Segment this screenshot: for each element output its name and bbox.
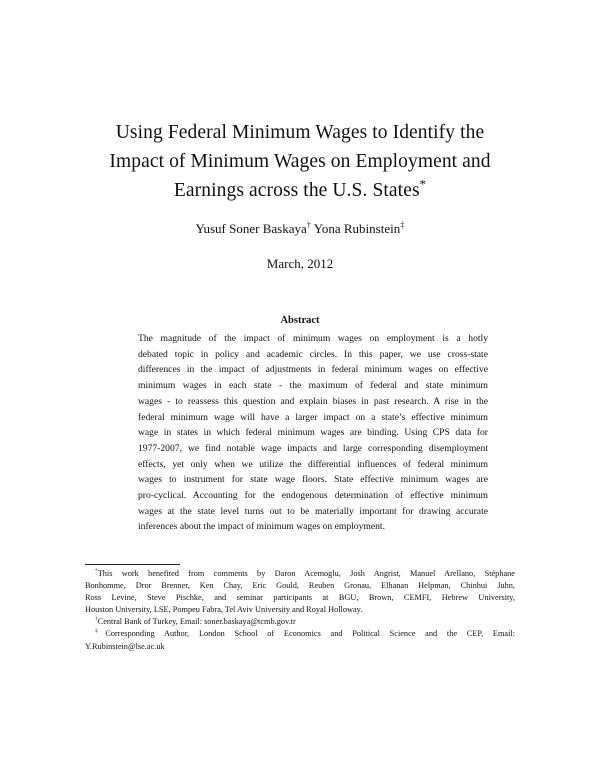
abstract-line: wages to instrument for state wage floors. State effective minimum wages are xyxy=(138,474,488,486)
abstract-line: effects, yet only when we utilize the differential influences of federal minimum xyxy=(138,458,488,470)
publication-date: March, 2012 xyxy=(266,256,334,271)
abstract-line: federal minimum wage will have a larger impact on a state’s effective minimum xyxy=(138,411,488,423)
footnote-divider xyxy=(85,564,180,565)
footnote-line: *This work benefited from comments by Daron Acemoglu, Josh Angrist, Manuel Arellano, Stéphane xyxy=(95,568,515,578)
abstract-line: wages at the state level turns out to be materially important for drawing accurate xyxy=(138,505,488,517)
title-line: Earnings across the U.S. States* xyxy=(173,177,427,201)
author-list xyxy=(60,221,540,237)
author-footnote-mark: † xyxy=(306,219,311,230)
abstract-line: inferences about the impact of minimum wages on employment. xyxy=(138,521,385,533)
abstract-heading: Abstract xyxy=(280,315,320,326)
abstract-line: minimum wages in each state - the maximum of federal and state minimum xyxy=(138,380,488,392)
author-name: Yusuf Soner Baskaya xyxy=(195,221,307,236)
paper-title xyxy=(60,118,540,205)
abstract-line: differences in the impact of adjustments in federal minimum wages on effective xyxy=(138,364,488,376)
author-footnote-mark: ‡ xyxy=(400,219,405,230)
title-line: Impact of Minimum Wages on Employment and xyxy=(109,151,491,172)
abstract-line: pro-cyclical. Accounting for the endogenous determination of effective minimum xyxy=(138,490,488,502)
footnote-line: ‡Corresponding Author, London School of Economics and Political Science and the CEP, Email: xyxy=(95,628,516,639)
abstract-line: debated topic in policy and academic circles. In this paper, we use cross-state xyxy=(138,348,488,360)
footnote-line: Houston University, LSE, Pompeu Fabra, Tel Aviv University and Royal Holloway. xyxy=(85,605,363,615)
abstract-body xyxy=(138,331,488,535)
footnote-line: Y.Rubinstein@lse.ac.uk xyxy=(85,641,165,651)
footnote-line: Bonhomme, Dror Brenner, Ken Chay, Eric Gould, Reuben Gronau, Elhanan Helpman, Chinhui Juhn, xyxy=(85,581,515,591)
footnote-mark: † xyxy=(95,616,98,623)
footnote-mark: ‡ xyxy=(95,628,106,635)
author-name: Yona Rubinstein xyxy=(313,221,401,236)
footnote-line: †Central Bank of Turkey, Email: soner.baskaya@tcmb.gov.tr xyxy=(95,616,296,627)
footnote-mark: * xyxy=(95,568,98,575)
abstract-line: wage in states in which federal minimum wages are binding. Using CPS data for xyxy=(138,427,488,439)
title-footnote-mark: * xyxy=(419,177,427,192)
footnotes xyxy=(85,568,515,653)
abstract-line: 1977-2007, we find notable wage impacts and large corresponding disemployment xyxy=(138,442,488,454)
title-line: Using Federal Minimum Wages to Identify the xyxy=(115,122,485,143)
abstract-line: The magnitude of the impact of minimum wages on employment is a hotly xyxy=(138,333,488,344)
abstract-line: wages - to reassess this question and explain biases in past research. A rise in the xyxy=(138,395,488,407)
footnote-line: Ross Levine, Steve Pischke, and seminar participants at BGU, Brown, CEMFI, Hebrew University, xyxy=(85,593,515,603)
